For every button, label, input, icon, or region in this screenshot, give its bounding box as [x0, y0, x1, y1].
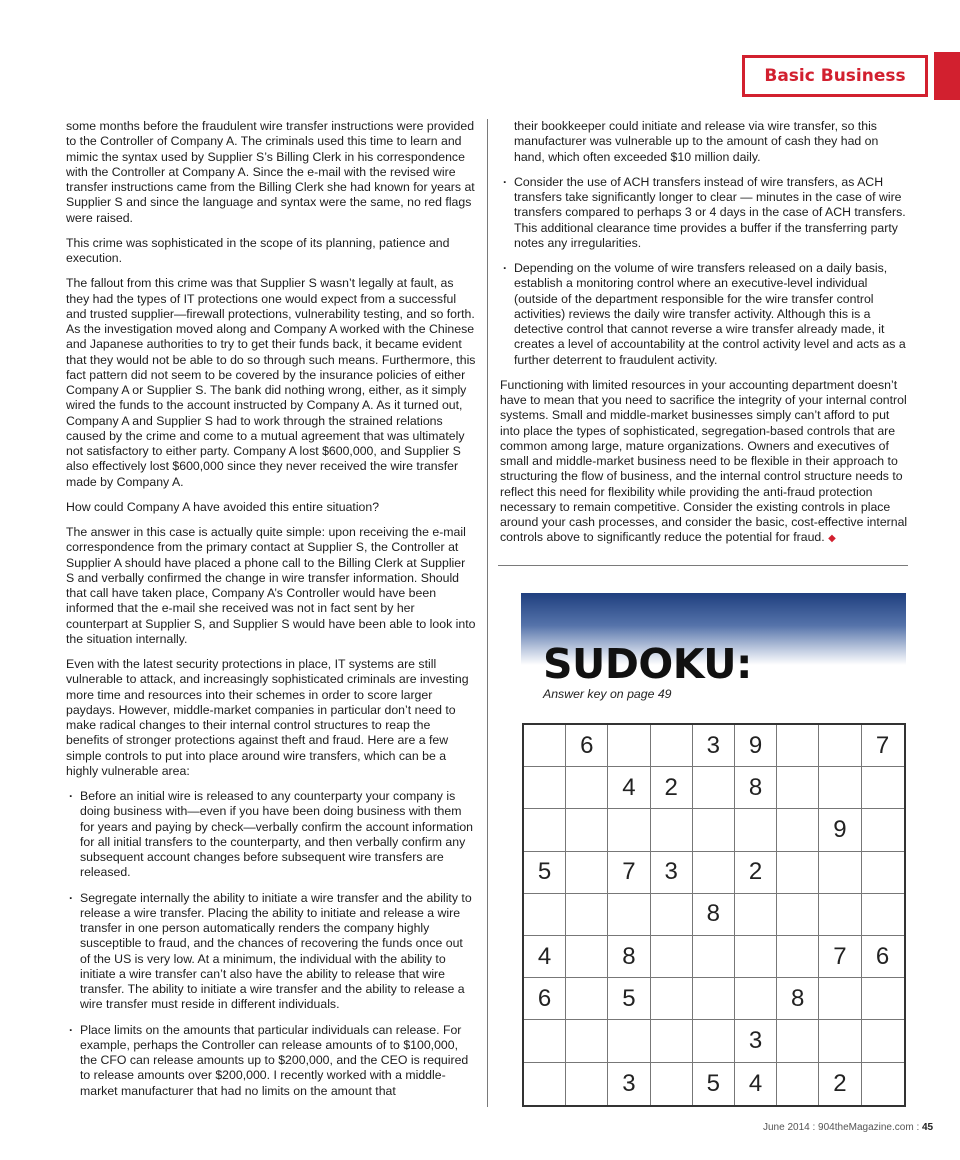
sudoku-cell [862, 809, 904, 851]
paragraph: The answer in this case is actually quite simple: upon receiving the e-mail correspondence from the primary contact at Supplier S, the Controller at Supplier A should have placed a phone call to the Billing Clerk at Supplier S and verbally confirmed the change in wire transfer information. Should that call have taken place, Company A’s Controller would have been informed that the e-mail she received was not in fact sent by her counterpart at Supplier S, and Supplier S would have been able to look into the situation internally. [66, 525, 476, 646]
sudoku-cell [777, 1063, 819, 1105]
sudoku-cell: 8 [608, 936, 650, 978]
sudoku-cell [862, 1063, 904, 1105]
sudoku-cell [777, 767, 819, 809]
sudoku-cell [566, 936, 608, 978]
page-number: 45 [922, 1122, 934, 1133]
left-column [66, 119, 476, 1109]
sudoku-cell [777, 852, 819, 894]
sudoku-cell [524, 809, 566, 851]
sudoku-cell [693, 1020, 735, 1062]
list-item: · Place limits on the amounts that particular individuals can release. For example, perhaps the Controller can release amounts of to $100,000, the CFO can release amounts up to $200,000, and the CEO is required to release amounts over $200,000. I recently worked with a middle-market manufacturer that had no limits on the amount that [66, 1023, 476, 1099]
sudoku-cell [777, 1020, 819, 1062]
section-tag-label: Basic Business [764, 66, 906, 86]
sudoku-cell [735, 894, 777, 936]
sudoku-cell: 7 [819, 936, 861, 978]
sudoku-cell [651, 1020, 693, 1062]
controls-list-continued [500, 175, 910, 368]
sudoku-cell [608, 725, 650, 767]
sudoku-cell [608, 1020, 650, 1062]
sudoku-cell: 6 [862, 936, 904, 978]
sudoku-cell: 3 [693, 725, 735, 767]
sudoku-cell [524, 894, 566, 936]
sudoku-cell [651, 809, 693, 851]
sudoku-cell: 3 [651, 852, 693, 894]
footer-date-site: June 2014 : 904theMagazine.com : [763, 1122, 922, 1133]
sudoku-cell: 9 [819, 809, 861, 851]
sudoku-cell [862, 1020, 904, 1062]
list-item: · Segregate internally the ability to initiate a wire transfer and the ability to release a wire transfer. Placing the ability to initiate and release a wire transfer in one person automatically renders the company highly susceptible to fraud, and the chances of recovering the funds once out of the US is very low. At a minimum, the individual with the ability to initiate a wire transfer can’t also have the ability to release that wire transfer. The ability to initiate a wire transfer and the ability to release a wire transfer must reside in different individuals. [66, 891, 476, 1013]
sudoku-cell: 9 [735, 725, 777, 767]
sudoku-cell: 7 [608, 852, 650, 894]
sudoku-cell [735, 978, 777, 1020]
sudoku-cell [566, 809, 608, 851]
sudoku-cell: 2 [819, 1063, 861, 1105]
end-mark-icon: ◆ [828, 533, 836, 545]
sudoku-cell [608, 894, 650, 936]
paragraph: Even with the latest security protections in place, IT systems are still vulnerable to attack, and increasingly sophisticated criminals are investing more time and resources into their schemes in order to score larger paydays. However, middle-market companies in particular don’t need to make radical changes to their internal control structures to reap the benefits of stronger protections against theft and fraud. Here are a few simple controls to put into place around wire transfers, which can be a highly vulnerable area: [66, 657, 469, 778]
sudoku-cell: 2 [735, 852, 777, 894]
sudoku-cell [566, 767, 608, 809]
sudoku-subtitle: Answer key on page 49 [543, 687, 672, 701]
section-divider [498, 565, 908, 566]
sudoku-cell: 5 [608, 978, 650, 1020]
sudoku-cell [566, 978, 608, 1020]
sudoku-cell: 3 [608, 1063, 650, 1105]
sudoku-title: SUDOKU: [543, 640, 752, 688]
sudoku-cell [566, 894, 608, 936]
sudoku-cell: 8 [777, 978, 819, 1020]
sudoku-cell: 2 [651, 767, 693, 809]
paragraph: How could Company A have avoided this entire situation? [66, 499, 380, 514]
sudoku-cell: 7 [862, 725, 904, 767]
sudoku-cell [819, 1020, 861, 1062]
sudoku-cell [651, 725, 693, 767]
sudoku-cell [693, 809, 735, 851]
sudoku-cell [862, 767, 904, 809]
sudoku-cell [819, 767, 861, 809]
sudoku-cell: 3 [735, 1020, 777, 1062]
page-footer [763, 1122, 933, 1133]
sudoku-cell: 8 [693, 894, 735, 936]
sudoku-cell [693, 978, 735, 1020]
sudoku-cell [566, 852, 608, 894]
sudoku-cell [651, 1063, 693, 1105]
sudoku-cell [693, 852, 735, 894]
sudoku-cell [735, 809, 777, 851]
paragraph: their bookkeeper could initiate and release via wire transfer, so this manufacturer was vulnerable up to the amount of cash they had on hand, which often exceeded $10 million daily. [514, 119, 879, 164]
paragraph: The fallout from this crime was that Supplier S wasn’t legally at fault, as they had the types of IT protections one would expect from a successful and trusted supplier—firewall protections, vulnerability testing, and so forth. As the investigation moved along and Company A worked with the Chinese and Japanese authorities to try to get their funds back, it became evident that they would not be able to do so through such means. Furthermore, this fact pattern did not seem to be covered by the insurance policies of either Company A or Supplier S. The bank did nothing wrong, either, as it simply wired the funds to the account instructed by Company A. As it turned out, Company A and Supplier S had to work through the strained relations caused by the crime and come to a mutual agreement that was ultimately not satisfactory to either party. Company A lost $600,000, and Supplier S also effectively lost $600,000 since they never received the wire transfer made by Company A. [66, 276, 476, 489]
controls-list [66, 789, 476, 1099]
sudoku-cell [735, 936, 777, 978]
sudoku-cell [651, 936, 693, 978]
sudoku-cell [819, 852, 861, 894]
section-tag [742, 55, 928, 97]
sudoku-cell: 5 [693, 1063, 735, 1105]
paragraph: some months before the fraudulent wire transfer instructions were provided to the Controller of Company A. The criminals used this time to learn and mimic the syntax used by Supplier S’s Billing Clerk in his correspondence with the Controller at Company A. Since the e-mail with the revised wire transfer instructions came from the Billing Clerk she had known for years at Supplier S and since the language and syntax were the same, no red flags were raised. [66, 119, 475, 225]
sudoku-cell [862, 894, 904, 936]
sudoku-cell [819, 725, 861, 767]
sudoku-cell [777, 725, 819, 767]
sudoku-cell [524, 1020, 566, 1062]
sudoku-cell [524, 1063, 566, 1105]
sudoku-cell [777, 936, 819, 978]
sudoku-cell [693, 936, 735, 978]
sudoku-cell [651, 978, 693, 1020]
sudoku-cell [819, 978, 861, 1020]
sudoku-cell [608, 809, 650, 851]
list-item: · Consider the use of ACH transfers instead of wire transfers, as ACH transfers take significantly longer to clear — minutes in the case of wire transfers compared to perhaps 3 or 4 days in the case of ACH transfers. This additional clearance time provides a buffer if the transferring party notes any irregularities. [500, 175, 910, 251]
paragraph: This crime was sophisticated in the scope of its planning, patience and execution. [66, 235, 450, 265]
sudoku-cell: 4 [735, 1063, 777, 1105]
sudoku-cell: 5 [524, 852, 566, 894]
sudoku-cell: 6 [566, 725, 608, 767]
sudoku-cell: 4 [608, 767, 650, 809]
sudoku-cell: 8 [735, 767, 777, 809]
sudoku-cell [524, 767, 566, 809]
sudoku-cell [693, 767, 735, 809]
sudoku-cell [862, 978, 904, 1020]
column-divider [487, 119, 488, 1107]
right-column [500, 119, 910, 557]
sudoku-cell: 6 [524, 978, 566, 1020]
sudoku-cell [862, 852, 904, 894]
sudoku-cell [566, 1063, 608, 1105]
sudoku-cell: 4 [524, 936, 566, 978]
closing-text: Functioning with limited resources in your accounting department doesn’t have to mean that you need to sacrifice the integrity of your internal control systems. Small and middle-market businesses simply can’t afford to put into place the types of sophisticated, segregation-based controls that are common among large, mature organizations. Owners and executives of small and middle-market business need to be flexible in their approach to structuring the flow of business, and the internal control structure needs to reflect this need for flexibility while providing the anti-fraud protection necessary to remain competitive. Consider the existing controls in place around your cash processes, and consider the basic, cost-effective internal controls above to significantly reduce the potential for fraud. [500, 377, 908, 545]
sudoku-cell [777, 894, 819, 936]
sudoku-cell [566, 1020, 608, 1062]
sudoku-cell [651, 894, 693, 936]
section-tag-bar [934, 52, 960, 100]
closing-paragraph [500, 378, 910, 547]
sudoku-cell [524, 725, 566, 767]
list-item: · Depending on the volume of wire transfers released on a daily basis, establish a monitoring control where an executive-level individual (outside of the department responsible for the wire transfer control activities) reviews the daily wire transfer activity. Although this is a detective control that cannot reverse a wire transfer already made, it creates a level of accountability at the control activity level and acts as a further deterrent to fraudulent activity. [500, 261, 910, 368]
sudoku-cell [819, 894, 861, 936]
list-item: · Before an initial wire is released to any counterparty your company is doing business with—even if you have been doing business with them for years and paying by check—verbally confirm the account information for all initial transfers to the counterparty, and then verbally confirm any subsequent account changes before subsequent wire transfers are released. [66, 789, 476, 881]
sudoku-grid [522, 723, 906, 1107]
sudoku-cell [777, 809, 819, 851]
